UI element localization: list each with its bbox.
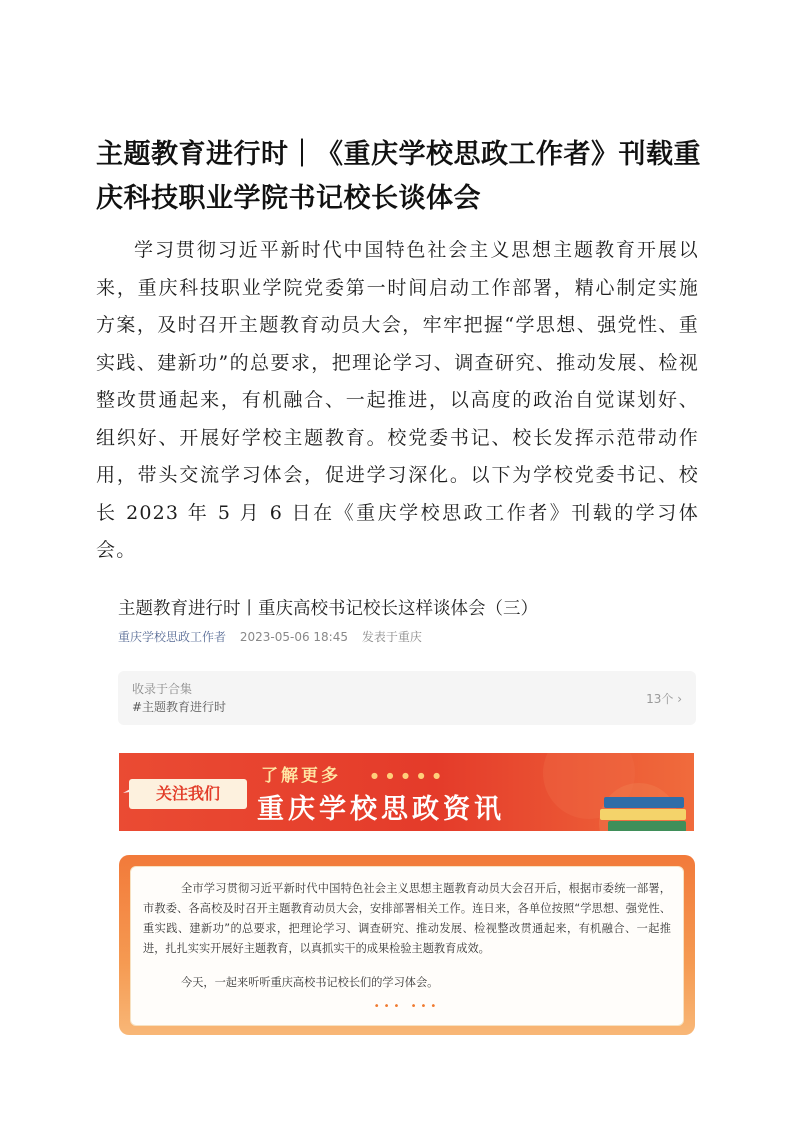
account-name-link[interactable]: 重庆学校思政工作者 xyxy=(118,630,227,644)
follow-banner[interactable] xyxy=(119,753,694,831)
collection-tag[interactable]: #主题教育进行时 xyxy=(132,700,227,714)
page-title: 主题教育进行时｜《重庆学校思政工作者》刊载重庆科技职业学院书记校长谈体会 xyxy=(96,139,701,214)
dots-decoration: ● ● ● ● ● xyxy=(371,771,444,780)
embedded-article-screenshot xyxy=(118,596,696,725)
collection-label: 收录于合集 xyxy=(132,682,193,696)
banner-headline: 重庆学校思政资讯 xyxy=(257,794,505,825)
collection-box[interactable] xyxy=(118,671,696,725)
learn-more-text: 了解更多 xyxy=(261,766,341,786)
notice-paragraph-2: 今天，一起来听听重庆高校书记校长们的学习体会。 xyxy=(181,976,439,989)
notice-paragraph-1: 全市学习贯彻习近平新时代中国特色社会主义思想主题教育动员大会召开后，根据市委统一部署，市教委、各高校及时召开主题教育动员大会，安排部署相关工作。连日来，各单位按照“学思想、强党性、重实践、建新功”的总要求，把理论学习、调查研究、推动发展、检视整改贯通起来，有机融合、一起推进，扎扎实实开展好主题教育，以真抓实干的成果检验主题教育成效。 xyxy=(143,882,671,955)
follow-us-button[interactable]: 关注我们 xyxy=(129,779,247,809)
collection-count[interactable]: 13个 › xyxy=(646,692,682,706)
body-paragraph: 学习贯彻习近平新时代中国特色社会主义思想主题教育开展以来，重庆科技职业学院党委第一时间启动工作部署，精心制定实施方案，及时召开主题教育动员大会，牢牢把握“学思想、强党性、重实践、建新功”的总要求，把理论学习、调查研究、推动发展、检视整改贯通起来，有机融合、一起推进，以高度的政治自觉谋划好、组织好、开展好学校主题教育。校党委书记、校长发挥示范带动作用，带头交流学习体会，促进学习深化。以下为学校党委书记、校长 2023 年 5 月 6 日在《重庆学校思政工作者》刊载的学习体会。 xyxy=(96,239,699,561)
article-meta xyxy=(118,628,696,645)
notice-card xyxy=(130,866,684,1026)
notice-dots: ••• ••• xyxy=(373,1001,441,1012)
publish-location: 发表于重庆 xyxy=(361,630,422,644)
intro-notice xyxy=(119,855,695,1035)
article-title: 主题教育进行时丨重庆高校书记校长这样谈体会（三） xyxy=(118,599,538,619)
publish-datetime: 2023-05-06 18:45 xyxy=(239,630,348,644)
